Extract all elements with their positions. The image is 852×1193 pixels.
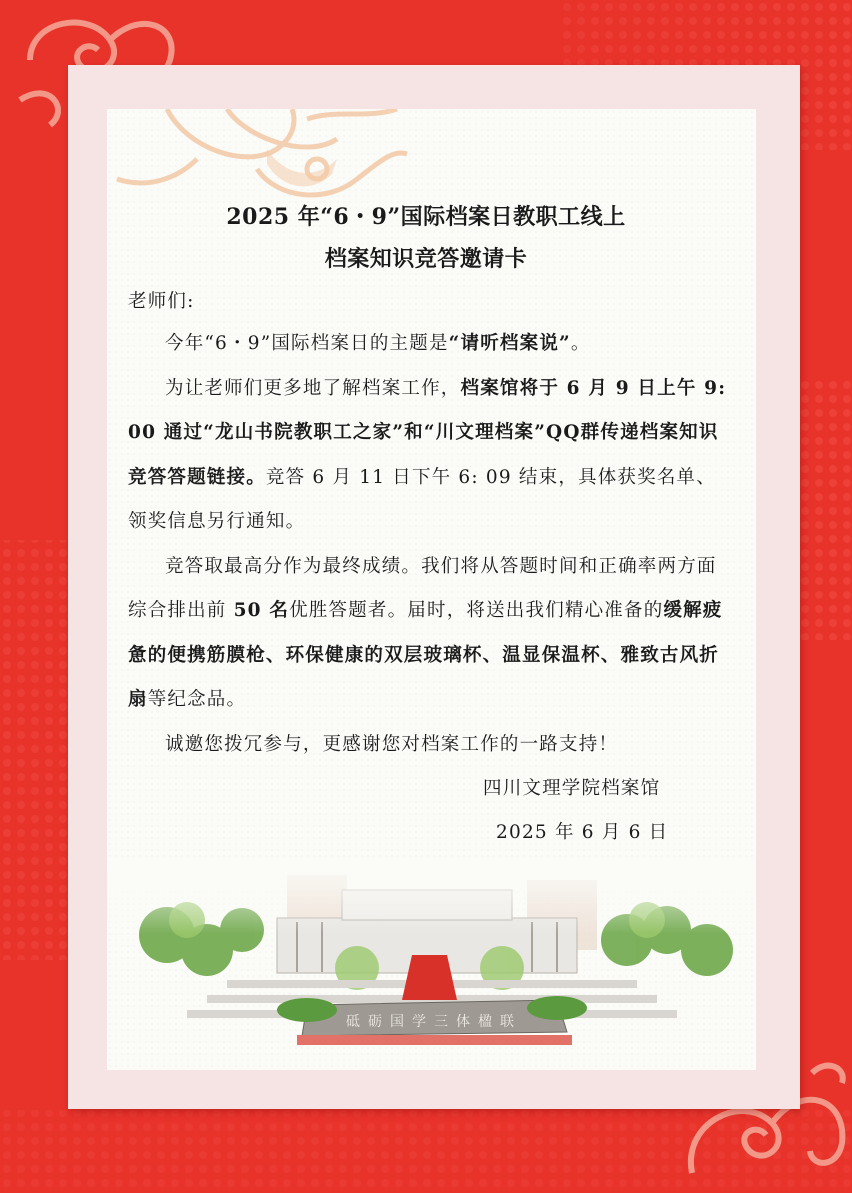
signature-date: 2025 年 6 月 6 日 <box>496 822 669 843</box>
paragraph-schedule <box>128 367 728 545</box>
title-line-2: 档案知识竞答邀请卡 <box>324 246 528 272</box>
paragraph-theme <box>128 322 728 367</box>
signature-organization: 四川文理学院档案馆 <box>483 778 661 799</box>
campus-illustration <box>107 860 756 1070</box>
title-line-1: 2025 年“6・9”国际档案日教职工线上 <box>226 204 626 230</box>
paragraph-prizes <box>128 545 728 723</box>
prizes-mid: 优胜答题者。届时，将送出我们精心准备的 <box>289 600 664 621</box>
schedule-end: 竞答 6 月 11 日下午 6: 09 结束，具体获奖名单、领奖信息另行通知。 <box>128 466 716 532</box>
letter-body <box>128 322 728 767</box>
salutation: 老师们: <box>128 291 195 312</box>
theme-end: 。 <box>570 333 591 354</box>
paragraph-invitation: 诚邀您拨冗参与，更感谢您对档案工作的一路支持！ <box>165 733 619 755</box>
prizes-intro: 竞答取最高分作为最终成绩。我们将从答题时间和正确率两方面综合排出前 <box>128 555 717 621</box>
theme-name: “请听档案说” <box>448 333 571 354</box>
schedule-highlight: 档案馆将于 6 月 9 日上午 9: 00 通过“龙山书院教职工之家”和“川文理档案”QQ群传递档案知识竞答答题链接。 <box>128 377 727 488</box>
theme-text: 今年“6・9”国际档案日的主题是 <box>165 333 449 354</box>
winner-count: 50 名 <box>233 600 290 621</box>
schedule-intro: 为让老师们更多地了解档案工作， <box>165 377 461 399</box>
prizes-end: 等纪念品。 <box>147 689 247 710</box>
prize-list: 缓解疲惫的便携筋膜枪、环保健康的双层玻璃杯、温显保温杯、雅致古风折扇 <box>128 600 723 710</box>
